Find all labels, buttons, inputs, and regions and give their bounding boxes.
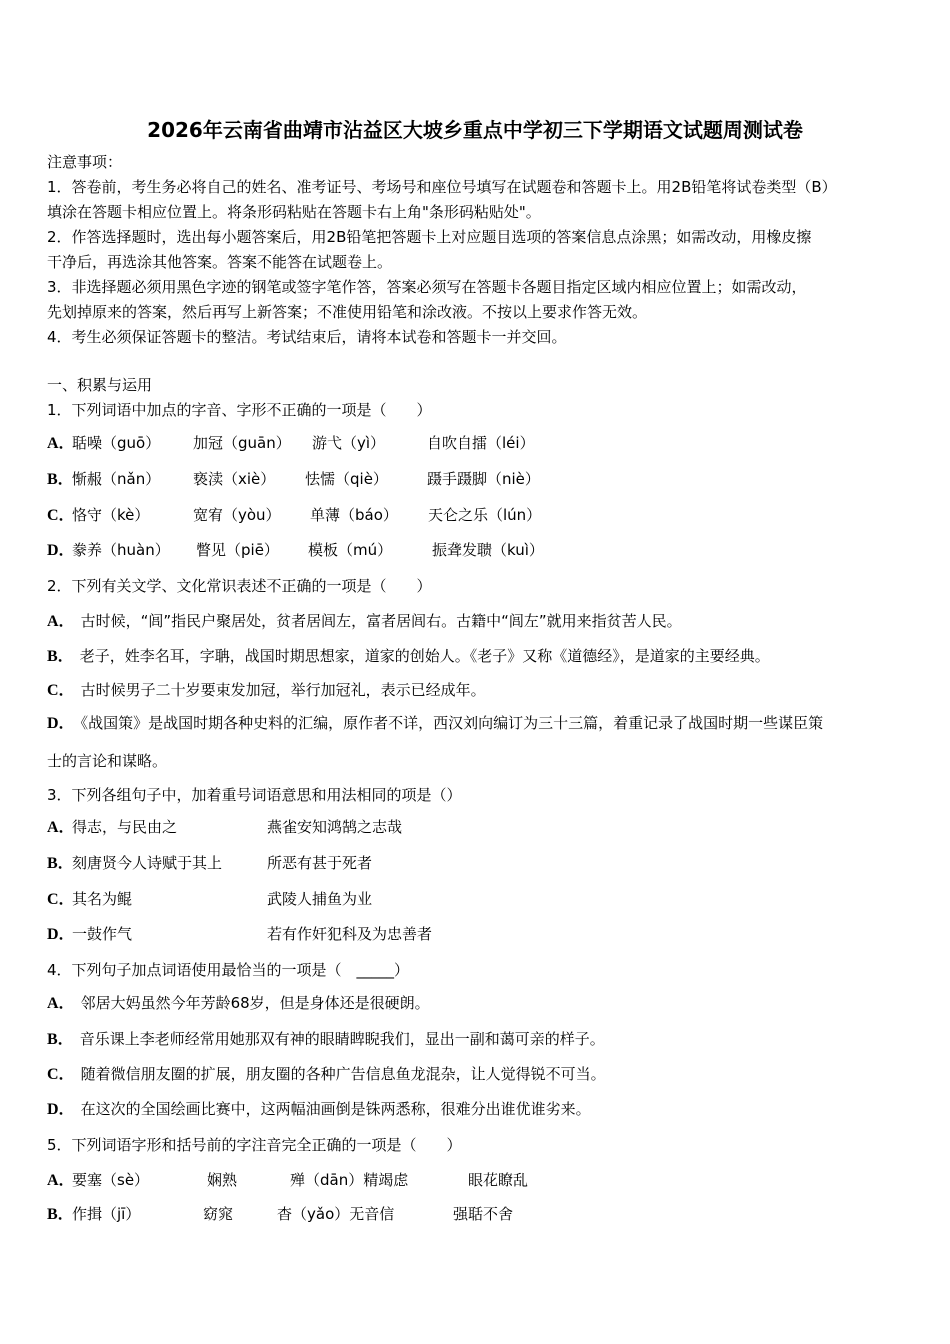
option-item: 游弋（yì） bbox=[312, 434, 386, 452]
option-item: 怯懦（qiè） bbox=[305, 470, 388, 488]
question-3-stem: 3．下列各组句子中，加着重号词语意思和用法相同的项是（） bbox=[47, 786, 462, 804]
option-item: 武陵人捕鱼为业 bbox=[267, 890, 373, 908]
option-text: 古时候，“闾”指民户聚居处，贫者居闾左，富者居闾右。古籍中“闾左”就用来指贫苦人民。 bbox=[80, 612, 682, 630]
option-item: 自吹自擂（léi） bbox=[427, 434, 535, 452]
option-item: 模板（mú） bbox=[308, 541, 393, 559]
notice-heading: 注意事项： bbox=[47, 153, 123, 171]
option-label: D． bbox=[47, 715, 75, 732]
option-item: 殚（dān）精竭虑 bbox=[290, 1171, 409, 1189]
option-label: A． bbox=[47, 613, 75, 630]
option-label: C． bbox=[47, 682, 75, 699]
option-label: A． bbox=[47, 819, 75, 836]
option-item: 宽宥（yòu） bbox=[193, 506, 281, 524]
option-label: D． bbox=[47, 542, 75, 559]
q1-option-b bbox=[47, 469, 907, 489]
q2-option-b bbox=[47, 646, 770, 667]
option-item: 聒噪（guō） bbox=[72, 434, 161, 452]
option-item: 蹑手蹑脚（niè） bbox=[427, 470, 540, 488]
option-item: 其名为鲲 bbox=[72, 890, 133, 908]
question-4-stem: 4．下列句子加点词语使用最恰当的一项是（ _____） bbox=[47, 961, 410, 979]
option-label: D． bbox=[47, 926, 75, 943]
option-item: 单薄（báo） bbox=[310, 506, 398, 524]
option-text: 在这次的全国绘画比赛中，这两幅油画倒是铢两悉称，很难分出谁优谁劣来。 bbox=[80, 1100, 591, 1118]
notice-line: 3．非选择题必须用黑色字迹的钢笔或签字笔作答，答案必须写在答题卡各题目指定区域内相应位置上；如需改动， bbox=[47, 278, 807, 296]
option-item: 燕雀安知鸿鹄之志哉 bbox=[267, 818, 403, 836]
option-item: 振聋发聩（kuì） bbox=[432, 541, 544, 559]
option-label: A． bbox=[47, 1172, 75, 1189]
option-label: D． bbox=[47, 1101, 75, 1118]
option-item: 作揖（jī） bbox=[72, 1205, 141, 1223]
q5-option-a bbox=[47, 1170, 907, 1190]
option-item: 豢养（huàn） bbox=[72, 541, 170, 559]
option-label: B． bbox=[47, 1031, 74, 1048]
q1-option-d bbox=[47, 540, 907, 560]
page-title: 2026年云南省曲靖市沾益区大坡乡重点中学初三下学期语文试题周测试卷 bbox=[147, 118, 803, 142]
option-item: 所恶有甚于死者 bbox=[267, 854, 373, 872]
option-text: 随着微信朋友圈的扩展，朋友圈的各种广告信息鱼龙混杂，让人觉得锐不可当。 bbox=[80, 1065, 606, 1083]
question-1-stem: 1．下列词语中加点的字音、字形不正确的一项是（ ） bbox=[47, 401, 432, 419]
option-item: 得志，与民由之 bbox=[72, 818, 178, 836]
option-item: 娴熟 bbox=[207, 1171, 238, 1189]
option-label: A． bbox=[47, 435, 75, 452]
notice-line: 1．答卷前，考生务必将自己的姓名、准考证号、考场号和座位号填写在试题卷和答题卡上。用2B铅笔将试卷类型（B） bbox=[47, 178, 837, 196]
option-label: A． bbox=[47, 995, 75, 1012]
notice-line: 填涂在答题卡相应位置上。将条形码粘贴在答题卡右上角"条形码粘贴处"。 bbox=[47, 203, 541, 221]
option-label: C． bbox=[47, 891, 75, 908]
option-text: 邻居大妈虽然今年芳龄68岁，但是身体还是很硬朗。 bbox=[80, 994, 430, 1012]
option-label: B． bbox=[47, 471, 74, 488]
notice-line: 2．作答选择题时，选出每小题答案后，用2B铅笔把答题卡上对应题目选项的答案信息点涂黑；如需改动，用橡皮擦 bbox=[47, 228, 812, 246]
q4-option-a bbox=[47, 993, 430, 1014]
q3-option-a bbox=[47, 817, 907, 837]
option-text: 《战国策》是战国时期各种史料的汇编，原作者不详，西汉刘向编订为三十三篇，着重记录了战国时期一些谋臣策 bbox=[80, 714, 824, 732]
option-label: B． bbox=[47, 855, 74, 872]
option-item: 加冠（guān） bbox=[193, 434, 291, 452]
option-label: C． bbox=[47, 507, 75, 524]
q3-option-d bbox=[47, 924, 907, 944]
option-item: 恪守（kè） bbox=[72, 506, 150, 524]
q4-option-c bbox=[47, 1064, 606, 1085]
option-text: 音乐课上李老师经常用她那双有神的眼睛睥睨我们，显出一副和蔼可亲的样子。 bbox=[79, 1030, 605, 1048]
q4-option-d bbox=[47, 1099, 591, 1120]
option-item: 眼花瞭乱 bbox=[468, 1171, 529, 1189]
option-label: C． bbox=[47, 1066, 75, 1083]
q2-option-d bbox=[47, 713, 823, 734]
q1-option-a bbox=[47, 433, 907, 453]
notice-line: 4．考生必须保证答题卡的整洁。考试结束后，请将本试卷和答题卡一并交回。 bbox=[47, 328, 567, 346]
option-item: 一鼓作气 bbox=[72, 925, 133, 943]
option-item: 天仑之乐（lún） bbox=[428, 506, 542, 524]
q5-option-b bbox=[47, 1204, 907, 1224]
q3-option-b bbox=[47, 853, 907, 873]
section-heading: 一、积累与运用 bbox=[47, 376, 153, 394]
option-item: 窈窕 bbox=[203, 1205, 234, 1223]
option-item: 刻唐贤今人诗赋于其上 bbox=[72, 854, 223, 872]
option-item: 杳（yǎo）无音信 bbox=[277, 1205, 395, 1223]
option-label: B． bbox=[47, 1206, 74, 1223]
option-item: 惭赧（nǎn） bbox=[72, 470, 161, 488]
question-5-stem: 5．下列词语字形和括号前的字注音完全正确的一项是（ ） bbox=[47, 1136, 462, 1154]
q1-option-c bbox=[47, 505, 907, 525]
q3-option-c bbox=[47, 889, 907, 909]
q2-option-c bbox=[47, 680, 486, 701]
notice-line: 先划掉原来的答案，然后再写上新答案；不准使用铅笔和涂改液。不按以上要求作答无效。 bbox=[47, 303, 648, 321]
option-label: B． bbox=[47, 648, 74, 665]
q2-option-a bbox=[47, 611, 682, 632]
option-item: 瞥见（piē） bbox=[196, 541, 279, 559]
option-text: 古时候男子二十岁要束发加冠，举行加冠礼，表示已经成年。 bbox=[80, 681, 486, 699]
notice-line: 干净后，再选涂其他答案。答案不能答在试题卷上。 bbox=[47, 253, 393, 271]
q4-option-b bbox=[47, 1029, 605, 1050]
option-item: 亵渎（xiè） bbox=[193, 470, 276, 488]
option-item: 要塞（sè） bbox=[72, 1171, 150, 1189]
option-item: 若有作奸犯科及为忠善者 bbox=[267, 925, 433, 943]
q2-option-d-continued: 士的言论和谋略。 bbox=[47, 752, 168, 770]
question-2-stem: 2．下列有关文学、文化常识表述不正确的一项是（ ） bbox=[47, 577, 432, 595]
option-item: 强聒不舍 bbox=[453, 1205, 514, 1223]
option-text: 老子，姓李名耳，字聃，战国时期思想家，道家的创始人。《老子》又称《道德经》，是道家的主要经典。 bbox=[79, 647, 770, 665]
